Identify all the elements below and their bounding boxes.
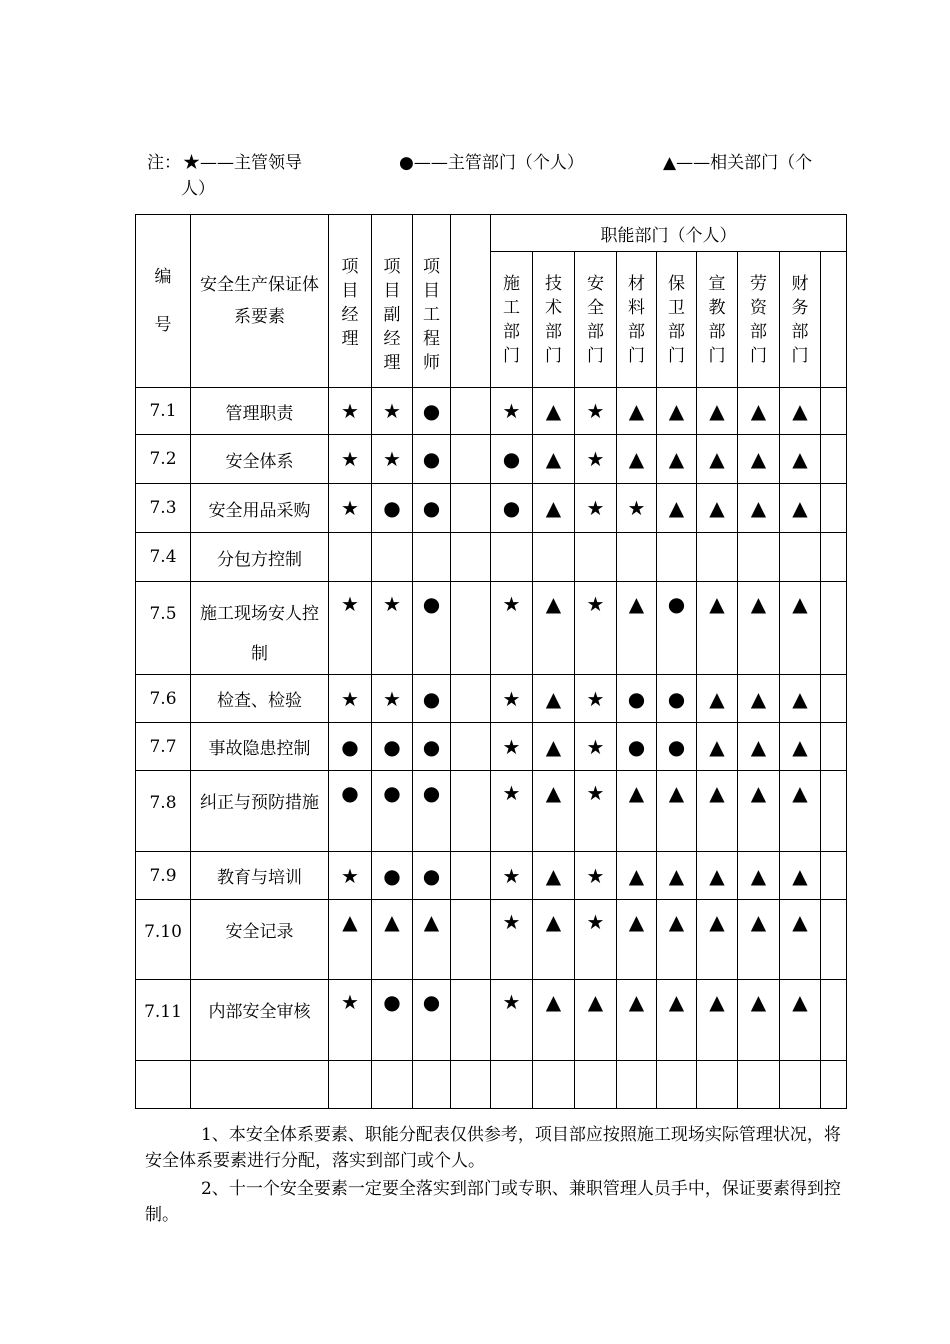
dept-header: 宣教部门	[697, 252, 738, 388]
element-number: 7.11	[136, 980, 191, 1061]
dept-header: 财务部门	[780, 252, 821, 388]
responsibility-mark: ●	[491, 435, 533, 484]
responsibility-mark: ▲	[780, 900, 821, 980]
responsibility-mark: ▲	[780, 723, 821, 771]
responsibility-mark: ▲	[329, 900, 372, 980]
element-name: 教育与培训	[191, 852, 329, 900]
element-number: 7.7	[136, 723, 191, 771]
responsibility-mark: ●	[413, 435, 451, 484]
responsibility-mark	[821, 771, 847, 852]
responsibility-mark	[821, 980, 847, 1061]
responsibility-mark: ▲	[533, 771, 575, 852]
responsibility-mark	[451, 484, 491, 533]
responsibility-mark: ▲	[657, 980, 697, 1061]
responsibility-mark: ▲	[617, 852, 657, 900]
responsibility-mark: ▲	[780, 388, 821, 435]
header-engineer: 项目工程师	[413, 215, 451, 388]
responsibility-mark: ●	[329, 771, 372, 852]
header-element: 安全生产保证体系要素	[191, 215, 329, 388]
responsibility-mark: ★	[575, 900, 617, 980]
responsibility-mark: ▲	[738, 388, 780, 435]
responsibility-mark: ▲	[533, 723, 575, 771]
dept-header-blank	[821, 252, 847, 388]
responsibility-mark	[413, 1061, 451, 1109]
responsibility-mark: ▲	[617, 980, 657, 1061]
table-row	[136, 852, 847, 900]
dept-header: 保卫部门	[657, 252, 697, 388]
element-number: 7.4	[136, 533, 191, 582]
responsibility-mark: ▲	[657, 388, 697, 435]
responsibility-mark: ▲	[697, 675, 738, 723]
element-name: 事故隐患控制	[191, 723, 329, 771]
table-row	[136, 980, 847, 1061]
responsibility-mark: ▲	[657, 900, 697, 980]
element-number: 7.5	[136, 582, 191, 675]
element-name: 内部安全审核	[191, 980, 329, 1061]
responsibility-mark: ▲	[617, 388, 657, 435]
responsibility-mark: ▲	[738, 484, 780, 533]
dept-header: 施工部门	[491, 252, 533, 388]
responsibility-mark	[451, 675, 491, 723]
header-project-manager: 项目经理	[329, 215, 372, 388]
responsibility-mark: ★	[372, 435, 413, 484]
element-number	[136, 1061, 191, 1109]
table-row	[136, 771, 847, 852]
responsibility-mark	[329, 533, 372, 582]
dept-header: 技术部门	[533, 252, 575, 388]
legend-star: ★——主管领导	[183, 153, 302, 173]
responsibility-mark	[329, 1061, 372, 1109]
responsibility-mark: ●	[413, 388, 451, 435]
responsibility-mark	[451, 388, 491, 435]
responsibility-mark: ▲	[533, 980, 575, 1061]
element-name: 安全用品采购	[191, 484, 329, 533]
dept-header: 安全部门	[575, 252, 617, 388]
responsibility-mark: ★	[491, 771, 533, 852]
responsibility-mark: ●	[491, 484, 533, 533]
responsibility-mark	[617, 1061, 657, 1109]
responsibility-mark: ★	[575, 388, 617, 435]
responsibility-mark	[697, 1061, 738, 1109]
responsibility-mark	[451, 435, 491, 484]
element-name: 安全体系	[191, 435, 329, 484]
responsibility-mark: ▲	[697, 852, 738, 900]
responsibility-mark	[821, 388, 847, 435]
responsibility-mark: ●	[372, 771, 413, 852]
responsibility-mark: ▲	[533, 388, 575, 435]
responsibility-mark: ▲	[575, 980, 617, 1061]
table-row	[136, 900, 847, 980]
table-row	[136, 484, 847, 533]
responsibility-mark: ▲	[617, 435, 657, 484]
responsibility-mark: ★	[491, 900, 533, 980]
responsibility-mark	[491, 533, 533, 582]
responsibility-mark: ★	[372, 582, 413, 675]
responsibility-mark	[491, 1061, 533, 1109]
responsibility-mark	[451, 900, 491, 980]
responsibility-mark: ▲	[697, 484, 738, 533]
responsibility-mark	[821, 533, 847, 582]
responsibility-mark: ▲	[738, 980, 780, 1061]
responsibility-mark: ★	[575, 852, 617, 900]
responsibility-mark: ●	[413, 852, 451, 900]
responsibility-mark	[451, 533, 491, 582]
responsibility-mark	[413, 533, 451, 582]
table-row	[136, 435, 847, 484]
dept-header: 劳资部门	[738, 252, 780, 388]
responsibility-mark: ★	[491, 980, 533, 1061]
responsibility-mark	[821, 675, 847, 723]
responsibility-mark	[451, 723, 491, 771]
responsibility-mark	[451, 980, 491, 1061]
responsibility-mark: ★	[617, 484, 657, 533]
legend-triangle-wrap: 人）	[181, 179, 215, 199]
table-row	[136, 1061, 847, 1109]
responsibility-mark: ▲	[697, 388, 738, 435]
responsibility-mark	[451, 771, 491, 852]
responsibility-mark	[821, 1061, 847, 1109]
responsibility-mark: ▲	[780, 771, 821, 852]
responsibility-mark: ★	[491, 675, 533, 723]
responsibility-mark: ★	[329, 388, 372, 435]
element-number: 7.3	[136, 484, 191, 533]
responsibility-mark: ▲	[617, 900, 657, 980]
responsibility-mark: ▲	[780, 980, 821, 1061]
responsibility-mark: ●	[413, 723, 451, 771]
responsibility-mark	[657, 533, 697, 582]
responsibility-mark	[697, 533, 738, 582]
responsibility-mark: ★	[575, 582, 617, 675]
responsibility-mark	[821, 484, 847, 533]
responsibility-matrix	[135, 214, 847, 1109]
responsibility-mark: ●	[372, 852, 413, 900]
responsibility-mark: ●	[617, 723, 657, 771]
responsibility-mark: ▲	[657, 435, 697, 484]
responsibility-mark: ★	[329, 582, 372, 675]
element-number: 7.9	[136, 852, 191, 900]
responsibility-mark	[738, 533, 780, 582]
responsibility-mark	[451, 1061, 491, 1109]
table-row	[136, 533, 847, 582]
element-number: 7.2	[136, 435, 191, 484]
responsibility-mark: ★	[575, 435, 617, 484]
responsibility-mark	[821, 582, 847, 675]
responsibility-mark: ★	[575, 675, 617, 723]
responsibility-mark	[372, 1061, 413, 1109]
responsibility-mark: ▲	[780, 435, 821, 484]
legend-circle: ●——主管部门（个人）	[399, 153, 584, 173]
responsibility-mark: ●	[329, 723, 372, 771]
header-blank	[451, 215, 491, 388]
responsibility-mark: ▲	[533, 484, 575, 533]
responsibility-mark	[738, 1061, 780, 1109]
responsibility-mark: ▲	[697, 771, 738, 852]
responsibility-mark	[451, 582, 491, 675]
responsibility-mark: ★	[575, 484, 617, 533]
responsibility-mark: ▲	[697, 435, 738, 484]
responsibility-mark	[575, 1061, 617, 1109]
responsibility-mark: ▲	[533, 435, 575, 484]
element-name: 检查、检验	[191, 675, 329, 723]
responsibility-mark: ▲	[738, 675, 780, 723]
responsibility-mark	[372, 533, 413, 582]
element-number: 7.8	[136, 771, 191, 852]
element-name: 安全记录	[191, 900, 329, 980]
responsibility-mark: ▲	[780, 484, 821, 533]
responsibility-mark	[821, 852, 847, 900]
responsibility-mark: ●	[413, 484, 451, 533]
note-1: 1、本安全体系要素、职能分配表仅供参考，项目部应按照施工现场实际管理状况，将安全体系要素进行分配，落实到部门或个人。	[145, 1125, 841, 1171]
responsibility-mark: ●	[413, 980, 451, 1061]
responsibility-mark: ▲	[372, 900, 413, 980]
responsibility-mark: ▲	[657, 771, 697, 852]
responsibility-mark	[821, 435, 847, 484]
dept-header: 材料部门	[617, 252, 657, 388]
responsibility-mark: ★	[491, 582, 533, 675]
responsibility-mark: ●	[657, 582, 697, 675]
responsibility-mark: ▲	[738, 852, 780, 900]
element-name: 管理职责	[191, 388, 329, 435]
responsibility-mark: ●	[413, 771, 451, 852]
responsibility-mark	[821, 723, 847, 771]
responsibility-mark: ▲	[533, 582, 575, 675]
responsibility-mark: ▲	[780, 852, 821, 900]
responsibility-mark: ★	[575, 723, 617, 771]
responsibility-mark: ●	[372, 723, 413, 771]
header-deputy-manager: 项目副经理	[372, 215, 413, 388]
responsibility-mark: ▲	[657, 484, 697, 533]
responsibility-mark: ▲	[533, 675, 575, 723]
responsibility-mark	[780, 533, 821, 582]
responsibility-mark: ▲	[697, 723, 738, 771]
responsibility-mark: ●	[413, 582, 451, 675]
responsibility-mark: ★	[329, 852, 372, 900]
responsibility-mark: ●	[657, 675, 697, 723]
notes	[145, 1122, 845, 1230]
responsibility-mark: ★	[372, 388, 413, 435]
responsibility-mark	[533, 1061, 575, 1109]
table-row	[136, 388, 847, 435]
responsibility-mark	[575, 533, 617, 582]
responsibility-mark	[780, 1061, 821, 1109]
header-departments-group: 职能部门（个人）	[491, 215, 847, 252]
responsibility-mark	[451, 852, 491, 900]
responsibility-mark: ▲	[780, 675, 821, 723]
responsibility-mark: ▲	[533, 852, 575, 900]
legend-prefix: 注：	[147, 153, 181, 173]
legend-triangle: ▲——相关部门（个	[663, 153, 813, 173]
responsibility-mark: ★	[491, 388, 533, 435]
responsibility-mark: ▲	[533, 900, 575, 980]
responsibility-mark: ▲	[738, 435, 780, 484]
element-name	[191, 1061, 329, 1109]
responsibility-mark: ●	[657, 723, 697, 771]
element-name: 纠正与预防措施	[191, 771, 329, 852]
responsibility-mark: ★	[491, 723, 533, 771]
responsibility-mark: ★	[575, 771, 617, 852]
element-number: 7.10	[136, 900, 191, 980]
table-row	[136, 723, 847, 771]
responsibility-mark: ▲	[413, 900, 451, 980]
note-2: 2、十一个安全要素一定要全落实到部门或专职、兼职管理人员手中，保证要素得到控制。	[145, 1179, 841, 1225]
responsibility-mark: ▲	[657, 852, 697, 900]
responsibility-mark: ▲	[697, 582, 738, 675]
responsibility-mark: ▲	[738, 723, 780, 771]
responsibility-mark: ★	[491, 852, 533, 900]
element-name: 分包方控制	[191, 533, 329, 582]
responsibility-mark: ●	[372, 484, 413, 533]
responsibility-mark	[617, 533, 657, 582]
responsibility-mark: ★	[329, 484, 372, 533]
responsibility-mark: ▲	[738, 582, 780, 675]
responsibility-mark: ▲	[697, 900, 738, 980]
responsibility-mark: ▲	[780, 582, 821, 675]
responsibility-mark: ●	[372, 980, 413, 1061]
responsibility-mark: ▲	[697, 980, 738, 1061]
element-number: 7.1	[136, 388, 191, 435]
responsibility-mark: ▲	[617, 771, 657, 852]
responsibility-mark: ▲	[617, 582, 657, 675]
header-no: 编号	[136, 215, 191, 388]
responsibility-mark: ★	[329, 435, 372, 484]
responsibility-mark: ●	[617, 675, 657, 723]
responsibility-mark	[533, 533, 575, 582]
responsibility-mark: ▲	[738, 771, 780, 852]
responsibility-mark: ▲	[738, 900, 780, 980]
responsibility-mark	[657, 1061, 697, 1109]
element-name: 施工现场安人控制	[191, 582, 329, 675]
responsibility-mark: ★	[329, 980, 372, 1061]
table-row	[136, 582, 847, 675]
table-row	[136, 675, 847, 723]
responsibility-mark: ★	[329, 675, 372, 723]
responsibility-mark: ★	[372, 675, 413, 723]
responsibility-mark	[821, 900, 847, 980]
responsibility-mark: ●	[413, 675, 451, 723]
element-number: 7.6	[136, 675, 191, 723]
